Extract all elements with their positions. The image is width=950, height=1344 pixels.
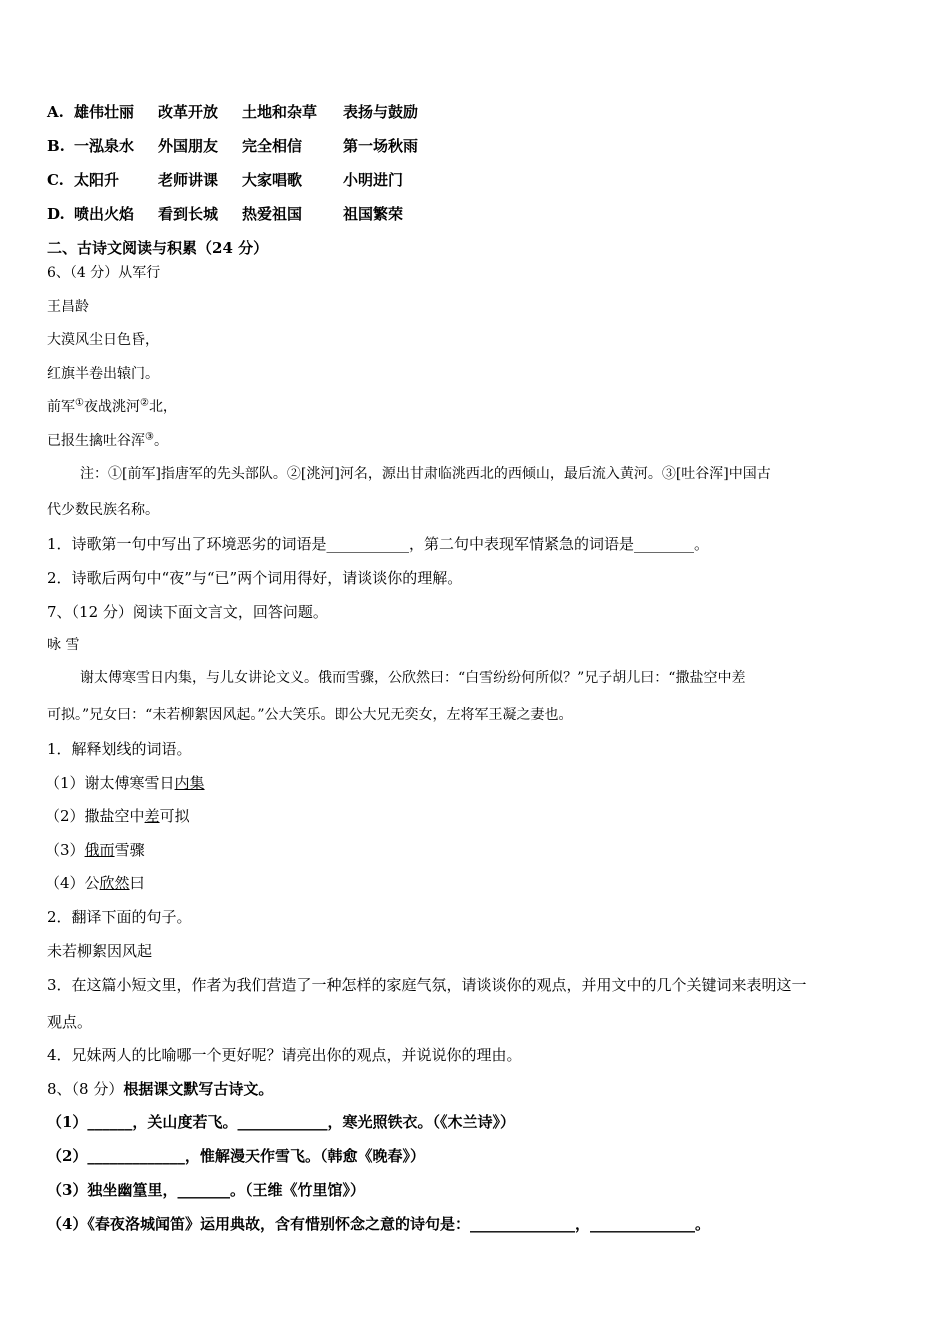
underlined-word: 差 <box>144 807 160 825</box>
poem-text: 北， <box>148 399 177 415</box>
poem-author: 王昌龄 <box>47 299 89 315</box>
option-letter: A. <box>47 103 64 121</box>
question-subitem <box>45 840 145 860</box>
question-item: 2．诗歌后两句中“夜”与“已”两个词用得好，请谈谈你的理解。 <box>47 569 463 587</box>
question-item: 1．诗歌第一句中写出了环境恶劣的词语是___________，第二句中表现军情紧急的词语是________。 <box>47 535 710 553</box>
option-letter: D. <box>47 205 65 223</box>
footnote-mark: ① <box>75 397 84 409</box>
q8-instruction: 根据课文默写古诗文。 <box>123 1080 274 1098</box>
subitem-text: （2）撒盐空中 <box>45 807 145 825</box>
recitation-line: （2）_____________，惟解漫天作雪飞。（韩愈《晚春》） <box>47 1147 425 1165</box>
option-item: 喷出火焰 <box>74 205 135 223</box>
option-item: 土地和杂草 <box>242 103 318 121</box>
q6-heading: 6、（4 分）从军行 <box>47 265 161 281</box>
poem-text: 已报生擒吐谷浑 <box>47 433 145 449</box>
question-item: 3．在这篇小短文里，作者为我们营造了一种怎样的家庭气氛，请谈谈你的观点，并用文中的几个关键词来表明这一 <box>47 976 807 994</box>
question-subitem <box>45 773 205 793</box>
poem-line: 大漠风尘日色昏， <box>47 332 159 348</box>
q8-number: 8、（8 分） <box>47 1080 124 1098</box>
underlined-word: 内集 <box>174 774 205 792</box>
poem-note: 注：①[前军]指唐军的先头部队。②[洮河]河名，源出甘肃临洮西北的西倾山，最后流入黄河。③[吐谷浑]中国古 <box>80 466 771 482</box>
option-item: 一泓泉水 <box>74 137 135 155</box>
recitation-line: （3）独坐幽篁里，_______。（王维《竹里馆》） <box>47 1181 365 1199</box>
subitem-text: 可拟 <box>159 807 190 825</box>
subitem-text: （3） <box>45 841 85 859</box>
subitem-text: （4）公 <box>45 874 100 892</box>
poem-text: 。 <box>153 433 168 449</box>
poem-text: 夜战洮河 <box>83 399 140 415</box>
passage-text: 谢太傅寒雪日内集，与儿女讲论文义。俄而雪骤，公欣然曰：“白雪纷纷何所似？”兄子胡儿曰：“撒盐空中差 <box>80 670 746 686</box>
option-letter: C. <box>47 171 64 189</box>
option-item: 改革开放 <box>158 103 219 121</box>
recitation-line: （4）《春夜洛城闻笛》运用典故，含有惜别怀念之意的诗句是：______________，______________。 <box>47 1215 710 1233</box>
option-item: 老师讲课 <box>158 171 219 189</box>
option-item: 第一场秋雨 <box>343 137 419 155</box>
option-letter: B. <box>47 137 65 155</box>
option-row-b <box>47 136 907 156</box>
poem-line: 红旗半卷出辕门。 <box>47 366 159 382</box>
option-item: 表扬与鼓励 <box>343 103 419 121</box>
q7-heading: 7、（12 分）阅读下面文言文，回答问题。 <box>47 603 328 621</box>
footnote-mark: ② <box>139 397 149 409</box>
option-item: 太阳升 <box>74 171 120 189</box>
option-row-a <box>47 102 907 122</box>
section-title: 二、古诗文阅读与积累（24 分） <box>47 239 269 257</box>
option-item: 大家唱歌 <box>242 171 303 189</box>
option-row-d <box>47 204 907 224</box>
option-item: 外国朋友 <box>158 137 219 155</box>
question-item: 1．解释划线的词语。 <box>47 740 192 758</box>
poem-text: 前军 <box>47 399 75 415</box>
passage-title: 咏 雪 <box>47 637 80 653</box>
subitem-text: 雪骤 <box>114 841 145 859</box>
question-subitem <box>45 806 190 826</box>
sentence-to-translate: 未若柳絮因风起 <box>47 942 153 960</box>
option-item: 祖国繁荣 <box>343 205 404 223</box>
underlined-word: 俄而 <box>84 841 115 859</box>
subitem-text: （1）谢太傅寒雪日 <box>45 774 175 792</box>
underlined-word: 欣然 <box>99 874 130 892</box>
passage-text: 可拟。”兄女曰：“未若柳絮因风起。”公大笑乐。即公大兄无奕女，左将军王凝之妻也。 <box>47 707 573 723</box>
option-item: 小明进门 <box>343 171 404 189</box>
subitem-text: 曰 <box>129 874 145 892</box>
recitation-line: （1）______，关山度若飞。____________，寒光照铁衣。（《木兰诗》） <box>47 1113 515 1131</box>
poem-line <box>47 397 177 417</box>
q8-heading <box>47 1079 273 1099</box>
footnote-mark: ③ <box>145 431 154 443</box>
option-item: 热爱祖国 <box>242 205 303 223</box>
question-item: 4．兄妹两人的比喻哪一个更好呢？请亮出你的观点，并说说你的理由。 <box>47 1046 522 1064</box>
poem-note: 代少数民族名称。 <box>47 502 159 518</box>
option-item: 完全相信 <box>242 137 303 155</box>
option-row-c <box>47 170 907 190</box>
poem-line <box>47 431 168 451</box>
option-item: 看到长城 <box>158 205 219 223</box>
question-item: 观点。 <box>47 1013 93 1031</box>
question-item: 2．翻译下面的句子。 <box>47 908 192 926</box>
option-item: 雄伟壮丽 <box>74 103 135 121</box>
question-subitem <box>45 873 145 893</box>
